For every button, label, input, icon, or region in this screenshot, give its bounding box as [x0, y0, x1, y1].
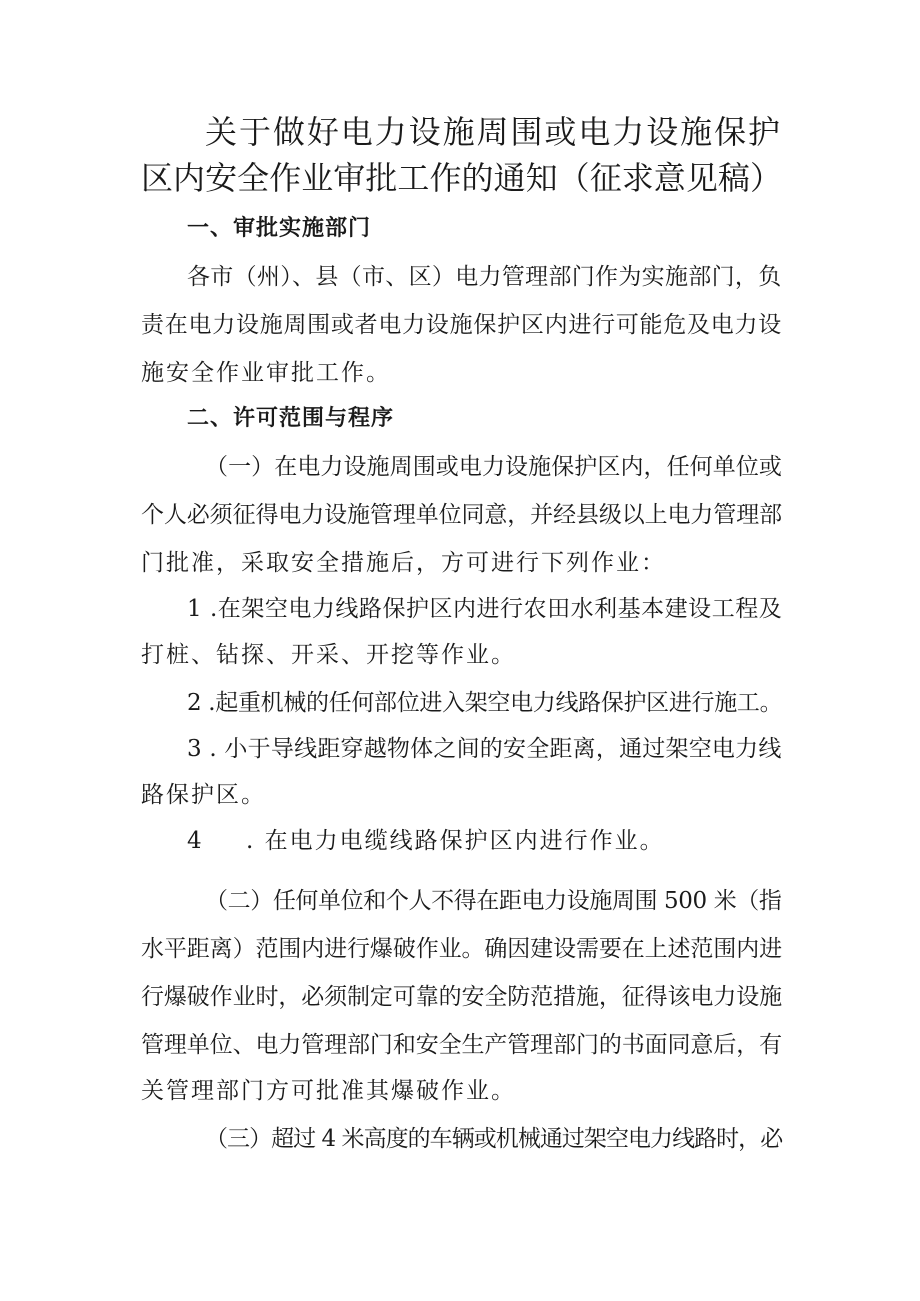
item-3-line-2: 路保护区。 [141, 782, 266, 808]
title-line-1: 关于做好电力设施周围或电力设施保护 [205, 113, 783, 151]
item-4-number: 4 [187, 828, 202, 854]
sub-2-line-3: 行爆破作业时，必须制定可靠的安全防范措施，征得该电力设施 [141, 984, 783, 1010]
sub-1-line-3: 门批准，采取安全措施后，方可进行下列作业： [141, 550, 666, 576]
item-1-line-1: 1 .在架空电力线路保护区内进行农田水利基本建设工程及 [187, 596, 783, 622]
item-4-text: . 在电力电缆线路保护区内进行作业。 [246, 828, 665, 854]
sub-2-line-5: 关管理部门方可批准其爆破作业。 [141, 1078, 516, 1104]
section-2-heading: 二、许可范围与程序 [187, 406, 395, 431]
section-1-para-line-2: 责在电力设施周围或者电力设施保护区内进行可能危及电力设 [141, 312, 782, 338]
section-1-para-line-1: 各市（州）、县（市、区）电力管理部门作为实施部门，负 [187, 264, 782, 290]
sub-2-line-2: 水平距离）范围内进行爆破作业。确因建设需要在上述范围内进 [141, 936, 783, 962]
sub-1-line-1: （一）在电力设施周围或电力设施保护区内，任何单位或 [205, 454, 782, 480]
section-1-para-line-3: 施安全作业审批工作。 [141, 360, 391, 386]
sub-1-line-2: 个人必须征得电力设施管理单位同意，并经县级以上电力管理部 [141, 502, 783, 528]
title-line-2: 区内安全作业审批工作的通知（征求意见稿） [141, 159, 783, 197]
sub-2-line-1: （二）任何单位和个人不得在距电力设施周围 500 米（指 [205, 888, 782, 914]
section-1-heading: 一、审批实施部门 [187, 216, 372, 241]
item-1-line-2: 打桩、钻探、开采、开挖等作业。 [141, 642, 516, 668]
sub-2-line-4: 管理单位、电力管理部门和安全生产管理部门的书面同意后，有 [141, 1032, 783, 1058]
sub-3-line-1: （三）超过 4 米高度的车辆或机械通过架空电力线路时，必 [205, 1126, 783, 1152]
item-3-line-1: 3 . 小于导线距穿越物体之间的安全距离，通过架空电力线 [187, 736, 782, 762]
item-2-line-1: 2 .起重机械的任何部位进入架空电力线路保护区进行施工。 [187, 690, 783, 716]
